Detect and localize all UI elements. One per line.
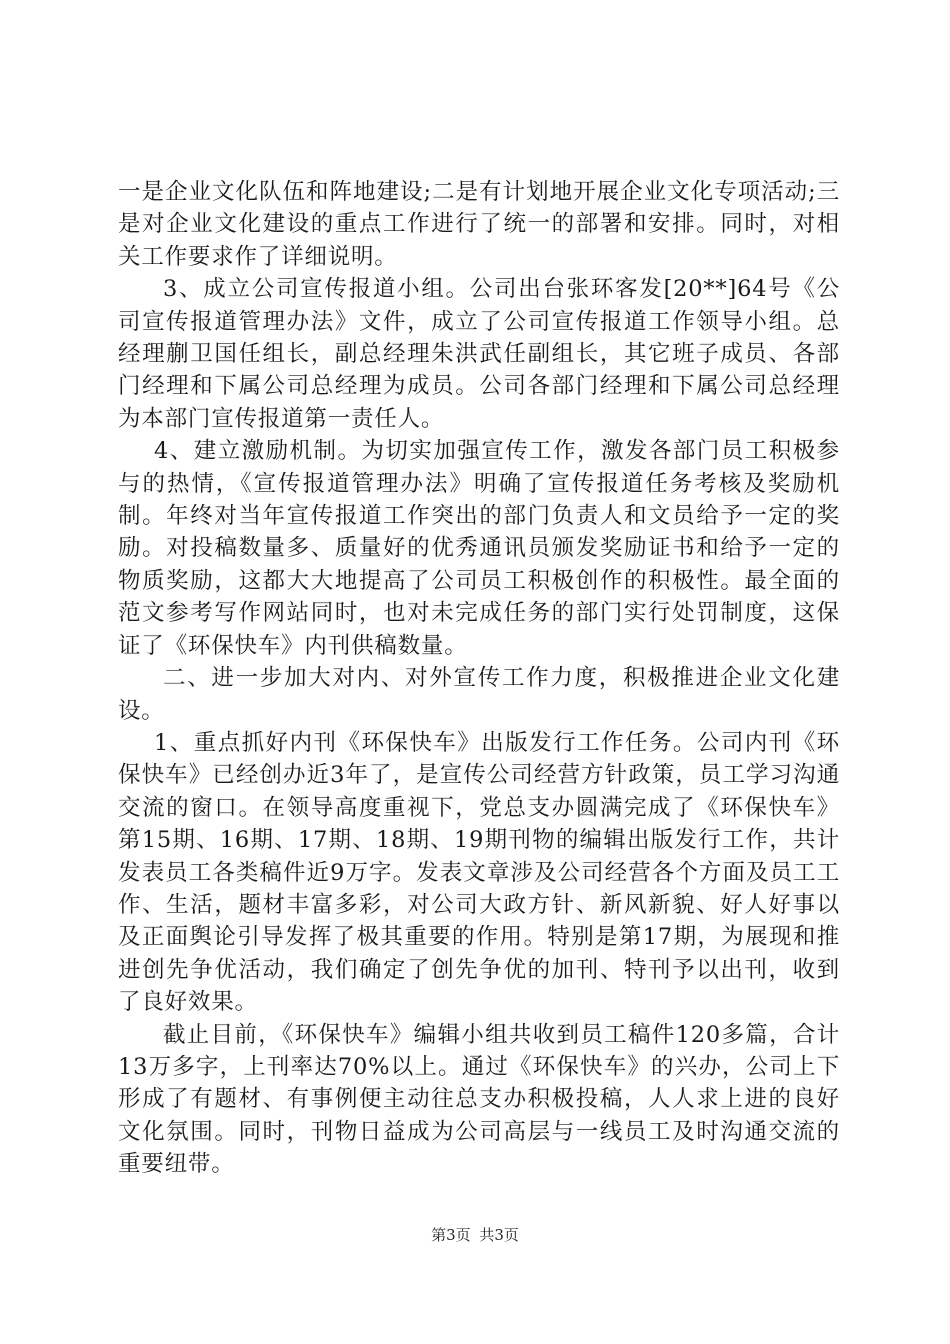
page-footer: [0, 1224, 950, 1245]
section-heading-2: 二、进一步加大对内、对外宣传工作力度，积极推进企业文化建设。: [118, 665, 840, 724]
page-number: 第3页: [431, 1226, 471, 1244]
paragraph-item-3: 3、成立公司宣传报道小组。公司出台张环客发[20**]64号《公司宣传报道管理办法》文件，成立了公司宣传报道工作领导小组。总经理蒯卫国任组长，副总经理朱洪武任副组长，其它班子成员、各部门经理和下属公司总经理为成员。公司各部门经理和下属公司总经理为本部门宣传报道第一责任人。: [118, 276, 840, 432]
page-total: 共3页: [479, 1226, 519, 1244]
paragraph-continuation: 一是企业文化队伍和阵地建设;二是有计划地开展企业文化专项活动;三是对企业文化建设的重点工作进行了统一的部署和安排。同时，对相关工作要求作了详细说明。: [118, 179, 840, 270]
paragraph-summary: 截止目前，《环保快车》编辑小组共收到员工稿件120多篇，合计13万多字，上刊率达70%以上。通过《环保快车》的兴办，公司上下形成了有题材、有事例便主动往总支办积极投稿，人人求上进的良好文化氛围。同时，刊物日益成为公司高层与一线员工及时沟通交流的重要纽带。: [118, 1021, 840, 1178]
paragraph-item-4: 4、建立激励机制。为切实加强宣传工作，激发各部门员工积极参与的热情，《宣传报道管理办法》明确了宣传报道任务考核及奖励机制。年终对当年宣传报道工作突出的部门负责人和文员给予一定的奖励。对投稿数量多、质量好的优秀通讯员颁发奖励证书和给予一定的物质奖励，这都大大地提高了公司员工积极创作的积极性。最全面的范文参考写作网站同时，也对未完成任务的部门实行处罚制度，这保证了《环保快车》内刊供稿数量。: [118, 438, 840, 659]
paragraph-item-1: 1、重点抓好内刊《环保快车》出版发行工作任务。公司内刊《环保快车》已经创办近3年了，是宣传公司经营方针政策，员工学习沟通交流的窗口。在领导高度重视下，党总支办圆满完成了《环保快车》第15期、16期、17期、18期、19期刊物的编辑出版发行工作，共计发表员工各类稿件近9万字。发表文章涉及公司经营各个方面及员工工作、生活，题材丰富多彩，对公司大政方针、新风新貌、好人好事以及正面舆论引导发挥了极其重要的作用。特别是第17期，为展现和推进创先争优活动，我们确定了创先争优的加刊、特刊予以出刊，收到了良好效果。: [118, 729, 840, 1016]
document-body: [118, 176, 840, 1181]
